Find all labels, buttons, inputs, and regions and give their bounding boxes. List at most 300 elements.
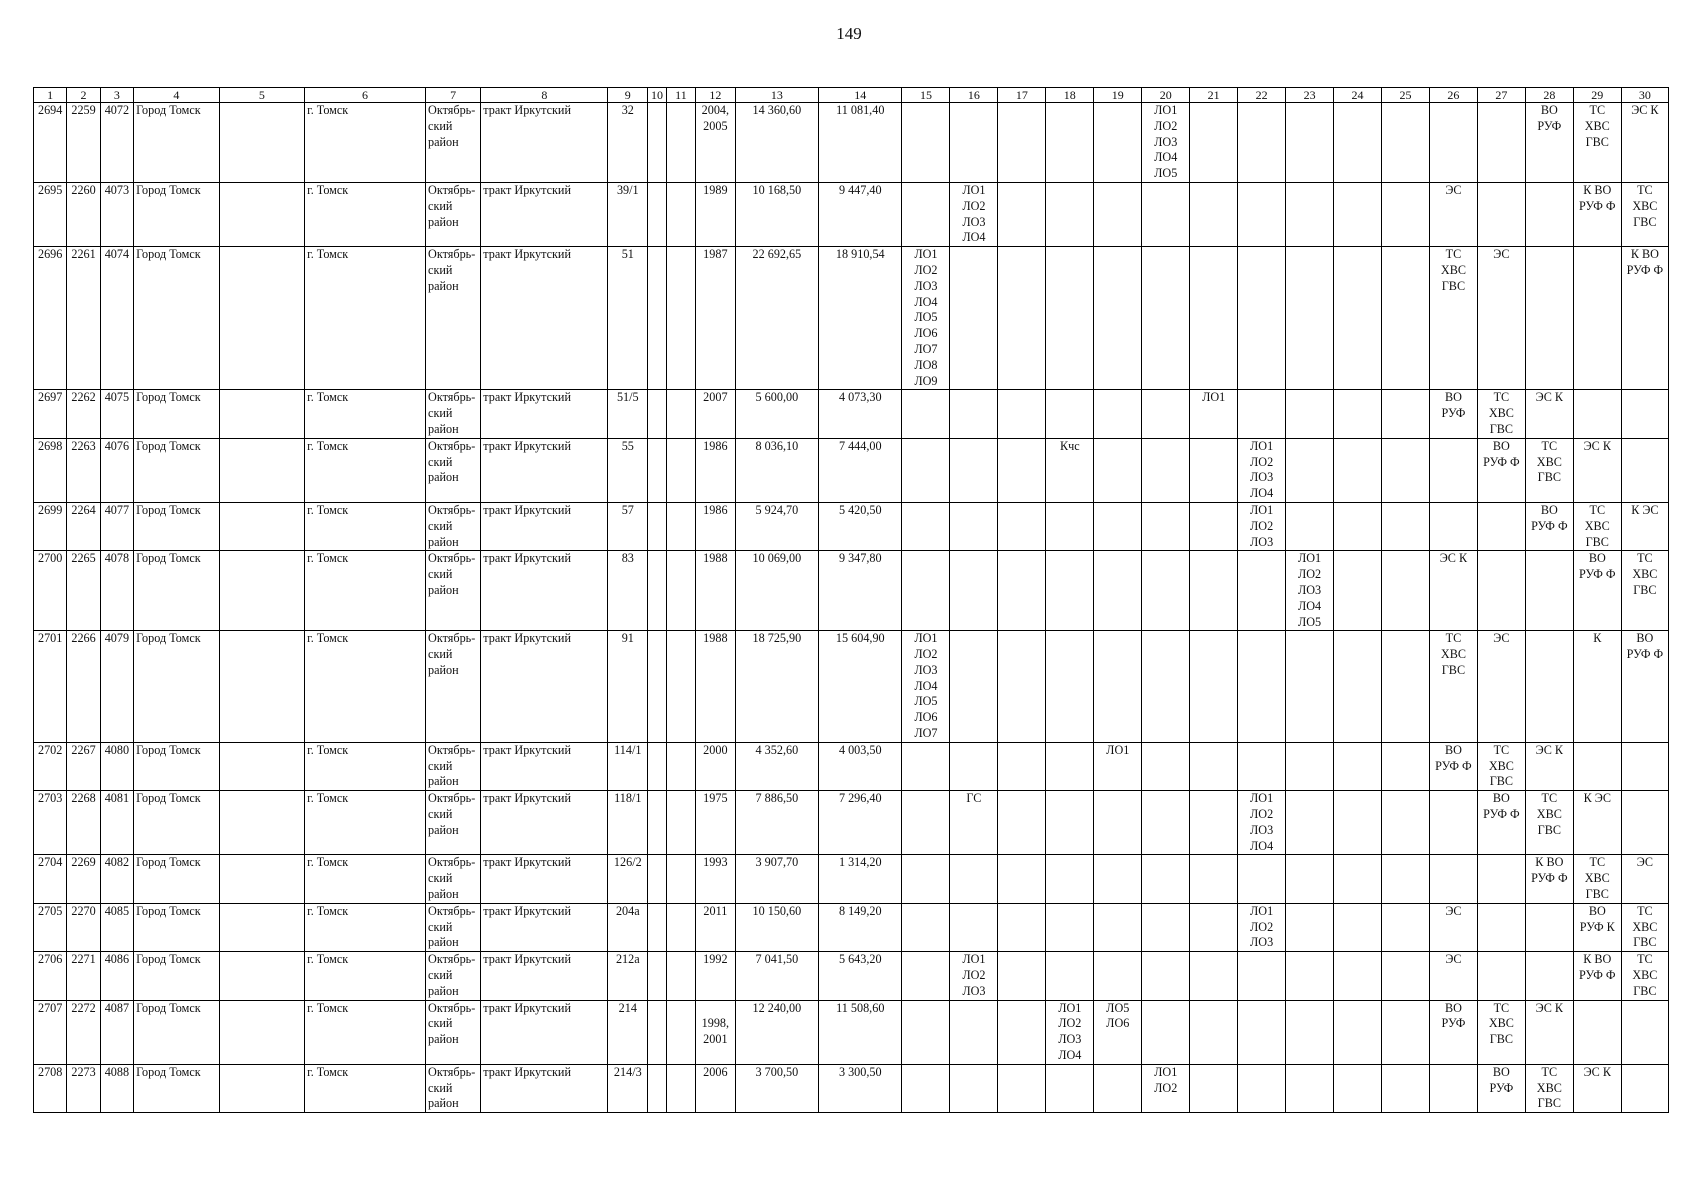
table-cell-col-18 <box>1046 502 1094 550</box>
table-cell-col-29 <box>1573 742 1621 790</box>
table-cell-col-9: 39/1 <box>608 182 648 246</box>
table-row <box>34 1064 1669 1112</box>
table-cell-col-1: 2702 <box>34 742 67 790</box>
table-cell-col-6: г. Томск <box>305 438 426 502</box>
table-cell-col-22 <box>1238 742 1286 790</box>
table-cell-col-2: 2261 <box>67 247 100 390</box>
table-cell-col-12: 1993 <box>696 855 736 903</box>
table-cell-col-14: 18 910,54 <box>819 247 902 390</box>
table-cell-col-20 <box>1142 247 1190 390</box>
table-cell-col-18: Кчс <box>1046 438 1094 502</box>
table-cell-col-16 <box>950 742 998 790</box>
table-cell-col-2: 2269 <box>67 855 100 903</box>
table-cell-col-8: тракт Иркутский <box>481 952 608 1000</box>
table-cell-col-28: ТС ХВС ГВС <box>1525 1064 1573 1112</box>
table-cell-col-1: 2704 <box>34 855 67 903</box>
column-header-29: 29 <box>1573 88 1621 103</box>
column-header-11: 11 <box>666 88 695 103</box>
table-row <box>34 742 1669 790</box>
table-cell-col-15 <box>902 502 950 550</box>
table-cell-col-14: 9 347,80 <box>819 551 902 631</box>
table-cell-col-29: ТС ХВС ГВС <box>1573 103 1621 183</box>
table-cell-col-29: ВО РУФ К <box>1573 903 1621 951</box>
table-cell-col-23: ЛО1 ЛО2 ЛО3 ЛО4 ЛО5 <box>1286 551 1334 631</box>
table-cell-col-11 <box>666 182 695 246</box>
table-cell-col-1: 2707 <box>34 1000 67 1064</box>
table-cell-col-23 <box>1286 247 1334 390</box>
table-cell-col-22 <box>1238 551 1286 631</box>
table-cell-col-15 <box>902 438 950 502</box>
table-cell-col-6: г. Томск <box>305 855 426 903</box>
table-cell-col-12: 1988 <box>696 551 736 631</box>
table-cell-col-10 <box>648 791 667 855</box>
table-cell-col-23 <box>1286 791 1334 855</box>
table-cell-col-21 <box>1190 182 1238 246</box>
table-row <box>34 855 1669 903</box>
table-cell-col-17 <box>998 390 1046 438</box>
table-cell-col-18 <box>1046 103 1094 183</box>
table-cell-col-12: 1989 <box>696 182 736 246</box>
table-cell-col-23 <box>1286 742 1334 790</box>
table-cell-col-11 <box>666 502 695 550</box>
table-cell-col-17 <box>998 1064 1046 1112</box>
table-cell-col-28: К ВО РУФ Ф <box>1525 855 1573 903</box>
table-cell-col-1: 2695 <box>34 182 67 246</box>
column-header-20: 20 <box>1142 88 1190 103</box>
table-row <box>34 247 1669 390</box>
table-cell-col-17 <box>998 791 1046 855</box>
table-cell-col-20 <box>1142 855 1190 903</box>
table-row <box>34 182 1669 246</box>
table-cell-col-23 <box>1286 502 1334 550</box>
table-cell-col-25 <box>1382 631 1430 743</box>
table-cell-col-7: Октябрь- ский район <box>426 1064 481 1112</box>
column-header-12: 12 <box>696 88 736 103</box>
table-cell-col-1: 2705 <box>34 903 67 951</box>
table-cell-col-8: тракт Иркутский <box>481 103 608 183</box>
table-cell-col-13: 18 725,90 <box>735 631 818 743</box>
table-cell-col-18 <box>1046 791 1094 855</box>
table-cell-col-18 <box>1046 551 1094 631</box>
table-cell-col-28: ТС ХВС ГВС <box>1525 791 1573 855</box>
table-cell-col-15 <box>902 903 950 951</box>
column-header-25: 25 <box>1382 88 1430 103</box>
table-cell-col-5 <box>219 1000 305 1064</box>
table-cell-col-7: Октябрь- ский район <box>426 182 481 246</box>
table-cell-col-26: ЭС <box>1429 952 1477 1000</box>
column-header-26: 26 <box>1429 88 1477 103</box>
table-cell-col-2: 2263 <box>67 438 100 502</box>
table-cell-col-4: Город Томск <box>134 103 220 183</box>
table-cell-col-22 <box>1238 182 1286 246</box>
table-cell-col-8: тракт Иркутский <box>481 1000 608 1064</box>
table-cell-col-4: Город Томск <box>134 1064 220 1112</box>
table-cell-col-4: Город Томск <box>134 903 220 951</box>
table-cell-col-11 <box>666 247 695 390</box>
table-cell-col-26 <box>1429 438 1477 502</box>
table-cell-col-13: 10 168,50 <box>735 182 818 246</box>
table-cell-col-9: 57 <box>608 502 648 550</box>
table-cell-col-18 <box>1046 742 1094 790</box>
table-cell-col-21 <box>1190 742 1238 790</box>
table-cell-col-4: Город Томск <box>134 791 220 855</box>
table-cell-col-22: ЛО1 ЛО2 ЛО3 <box>1238 502 1286 550</box>
table-cell-col-13: 10 150,60 <box>735 903 818 951</box>
table-cell-col-23 <box>1286 903 1334 951</box>
table-cell-col-30: ВО РУФ Ф <box>1621 631 1668 743</box>
register-table <box>33 87 1669 1113</box>
table-cell-col-14: 9 447,40 <box>819 182 902 246</box>
table-cell-col-17 <box>998 182 1046 246</box>
table-cell-col-24 <box>1334 390 1382 438</box>
table-cell-col-21 <box>1190 438 1238 502</box>
table-cell-col-27: ТС ХВС ГВС <box>1477 1000 1525 1064</box>
table-cell-col-17 <box>998 502 1046 550</box>
table-cell-col-21 <box>1190 855 1238 903</box>
table-cell-col-21: ЛО1 <box>1190 390 1238 438</box>
table-cell-col-10 <box>648 631 667 743</box>
table-cell-col-25 <box>1382 438 1430 502</box>
table-cell-col-26: ВО РУФ Ф <box>1429 742 1477 790</box>
table-cell-col-7: Октябрь- ский район <box>426 103 481 183</box>
table-cell-col-22 <box>1238 952 1286 1000</box>
table-cell-col-11 <box>666 103 695 183</box>
table-cell-col-24 <box>1334 1064 1382 1112</box>
table-cell-col-8: тракт Иркутский <box>481 182 608 246</box>
table-cell-col-26 <box>1429 1064 1477 1112</box>
table-cell-col-8: тракт Иркутский <box>481 903 608 951</box>
table-cell-col-15: ЛО1 ЛО2 ЛО3 ЛО4 ЛО5 ЛО6 ЛО7 <box>902 631 950 743</box>
table-cell-col-9: 214/3 <box>608 1064 648 1112</box>
table-cell-col-3: 4080 <box>100 742 133 790</box>
table-cell-col-25 <box>1382 952 1430 1000</box>
table-cell-col-8: тракт Иркутский <box>481 502 608 550</box>
table-cell-col-16 <box>950 103 998 183</box>
table-cell-col-25 <box>1382 551 1430 631</box>
table-cell-col-1: 2708 <box>34 1064 67 1112</box>
table-cell-col-19 <box>1094 1064 1142 1112</box>
table-cell-col-26: ЭС <box>1429 903 1477 951</box>
table-cell-col-19 <box>1094 791 1142 855</box>
table-cell-col-26: ТС ХВС ГВС <box>1429 631 1477 743</box>
table-cell-col-11 <box>666 390 695 438</box>
table-cell-col-28: ВО РУФ <box>1525 103 1573 183</box>
table-cell-col-19 <box>1094 247 1142 390</box>
table-cell-col-9: 51/5 <box>608 390 648 438</box>
table-cell-col-5 <box>219 103 305 183</box>
table-cell-col-25 <box>1382 103 1430 183</box>
page-number: 149 <box>836 24 862 43</box>
table-cell-col-27 <box>1477 855 1525 903</box>
table-cell-col-6: г. Томск <box>305 247 426 390</box>
table-cell-col-30: ТС ХВС ГВС <box>1621 182 1668 246</box>
table-cell-col-24 <box>1334 791 1382 855</box>
column-header-18: 18 <box>1046 88 1094 103</box>
column-header-3: 3 <box>100 88 133 103</box>
table-cell-col-6: г. Томск <box>305 103 426 183</box>
table-cell-col-13: 22 692,65 <box>735 247 818 390</box>
table-cell-col-12: 1987 <box>696 247 736 390</box>
table-cell-col-4: Город Томск <box>134 438 220 502</box>
table-cell-col-3: 4073 <box>100 182 133 246</box>
table-cell-col-20 <box>1142 390 1190 438</box>
table-cell-col-1: 2699 <box>34 502 67 550</box>
table-cell-col-10 <box>648 247 667 390</box>
table-cell-col-28: ВО РУФ Ф <box>1525 502 1573 550</box>
table-cell-col-21 <box>1190 903 1238 951</box>
table-cell-col-16: ЛО1 ЛО2 ЛО3 <box>950 952 998 1000</box>
column-header-7: 7 <box>426 88 481 103</box>
column-header-28: 28 <box>1525 88 1573 103</box>
table-cell-col-2: 2272 <box>67 1000 100 1064</box>
table-cell-col-25 <box>1382 1000 1430 1064</box>
table-cell-col-17 <box>998 103 1046 183</box>
table-cell-col-25 <box>1382 903 1430 951</box>
table-cell-col-24 <box>1334 551 1382 631</box>
table-cell-col-6: г. Томск <box>305 742 426 790</box>
table-cell-col-27: ТС ХВС ГВС <box>1477 390 1525 438</box>
table-cell-col-7: Октябрь- ский район <box>426 1000 481 1064</box>
table-cell-col-17 <box>998 742 1046 790</box>
table-cell-col-2: 2266 <box>67 631 100 743</box>
table-cell-col-15 <box>902 742 950 790</box>
table-cell-col-5 <box>219 855 305 903</box>
table-cell-col-28: ТС ХВС ГВС <box>1525 438 1573 502</box>
table-cell-col-28 <box>1525 903 1573 951</box>
table-row <box>34 1000 1669 1064</box>
table-cell-col-24 <box>1334 742 1382 790</box>
table-cell-col-1: 2700 <box>34 551 67 631</box>
table-cell-col-29: К ВО РУФ Ф <box>1573 952 1621 1000</box>
table-cell-col-5 <box>219 742 305 790</box>
table-cell-col-14: 7 444,00 <box>819 438 902 502</box>
table-cell-col-24 <box>1334 903 1382 951</box>
table-cell-col-27 <box>1477 182 1525 246</box>
table-cell-col-24 <box>1334 247 1382 390</box>
table-cell-col-16 <box>950 855 998 903</box>
table-cell-col-11 <box>666 855 695 903</box>
table-cell-col-6: г. Томск <box>305 390 426 438</box>
table-cell-col-29: ТС ХВС ГВС <box>1573 855 1621 903</box>
table-cell-col-7: Октябрь- ский район <box>426 742 481 790</box>
table-cell-col-23 <box>1286 182 1334 246</box>
column-header-30: 30 <box>1621 88 1668 103</box>
table-cell-col-8: тракт Иркутский <box>481 631 608 743</box>
table-cell-col-9: 91 <box>608 631 648 743</box>
table-cell-col-15 <box>902 855 950 903</box>
table-cell-col-9: 83 <box>608 551 648 631</box>
table-cell-col-30 <box>1621 390 1668 438</box>
column-header-27: 27 <box>1477 88 1525 103</box>
table-cell-col-8: тракт Иркутский <box>481 390 608 438</box>
table-cell-col-15 <box>902 390 950 438</box>
table-cell-col-3: 4079 <box>100 631 133 743</box>
table-cell-col-14: 3 300,50 <box>819 1064 902 1112</box>
table-cell-col-13: 5 924,70 <box>735 502 818 550</box>
table-cell-col-14: 11 081,40 <box>819 103 902 183</box>
table-cell-col-22: ЛО1 ЛО2 ЛО3 <box>1238 903 1286 951</box>
table-cell-col-7: Октябрь- ский район <box>426 390 481 438</box>
column-header-4: 4 <box>134 88 220 103</box>
table-cell-col-17 <box>998 631 1046 743</box>
table-cell-col-24 <box>1334 855 1382 903</box>
table-cell-col-13: 7 041,50 <box>735 952 818 1000</box>
table-cell-col-30 <box>1621 1064 1668 1112</box>
table-cell-col-9: 214 <box>608 1000 648 1064</box>
table-cell-col-8: тракт Иркутский <box>481 551 608 631</box>
table-cell-col-9: 32 <box>608 103 648 183</box>
table-cell-col-3: 4087 <box>100 1000 133 1064</box>
table-cell-col-19: ЛО1 <box>1094 742 1142 790</box>
table-cell-col-10 <box>648 103 667 183</box>
table-cell-col-9: 212а <box>608 952 648 1000</box>
table-cell-col-13: 5 600,00 <box>735 390 818 438</box>
table-cell-col-5 <box>219 182 305 246</box>
table-cell-col-5 <box>219 952 305 1000</box>
table-cell-col-17 <box>998 855 1046 903</box>
table-cell-col-5 <box>219 390 305 438</box>
table-cell-col-24 <box>1334 631 1382 743</box>
table-cell-col-25 <box>1382 742 1430 790</box>
table-cell-col-23 <box>1286 438 1334 502</box>
table-cell-col-14: 5 643,20 <box>819 952 902 1000</box>
column-header-5: 5 <box>219 88 305 103</box>
table-cell-col-24 <box>1334 952 1382 1000</box>
table-cell-col-9: 55 <box>608 438 648 502</box>
table-cell-col-12: 1998, 2001 <box>696 1000 736 1064</box>
table-cell-col-10 <box>648 551 667 631</box>
table-cell-col-11 <box>666 952 695 1000</box>
table-cell-col-14: 4 003,50 <box>819 742 902 790</box>
table-cell-col-21 <box>1190 1064 1238 1112</box>
table-cell-col-23 <box>1286 631 1334 743</box>
table-cell-col-28 <box>1525 247 1573 390</box>
table-cell-col-10 <box>648 1000 667 1064</box>
header-row <box>34 88 1669 103</box>
table-body <box>34 103 1669 1113</box>
table-cell-col-12: 1992 <box>696 952 736 1000</box>
table-cell-col-10 <box>648 438 667 502</box>
table-cell-col-15 <box>902 551 950 631</box>
table-cell-col-13: 12 240,00 <box>735 1000 818 1064</box>
table-cell-col-8: тракт Иркутский <box>481 791 608 855</box>
table-cell-col-26 <box>1429 791 1477 855</box>
table-cell-col-23 <box>1286 855 1334 903</box>
table-cell-col-8: тракт Иркутский <box>481 438 608 502</box>
table-cell-col-27: ВО РУФ Ф <box>1477 438 1525 502</box>
table-cell-col-18 <box>1046 903 1094 951</box>
table-cell-col-20 <box>1142 502 1190 550</box>
table-cell-col-29: ТС ХВС ГВС <box>1573 502 1621 550</box>
table-cell-col-30 <box>1621 1000 1668 1064</box>
table-cell-col-30: ТС ХВС ГВС <box>1621 551 1668 631</box>
table-cell-col-27 <box>1477 502 1525 550</box>
table-cell-col-13: 3 700,50 <box>735 1064 818 1112</box>
table-cell-col-30: К ВО РУФ Ф <box>1621 247 1668 390</box>
table-cell-col-11 <box>666 1000 695 1064</box>
table-cell-col-5 <box>219 247 305 390</box>
table-cell-col-5 <box>219 631 305 743</box>
table-cell-col-6: г. Томск <box>305 903 426 951</box>
table-cell-col-4: Город Томск <box>134 247 220 390</box>
table-cell-col-19 <box>1094 182 1142 246</box>
table-cell-col-21 <box>1190 791 1238 855</box>
table-cell-col-16: ЛО1 ЛО2 ЛО3 ЛО4 <box>950 182 998 246</box>
table-row <box>34 502 1669 550</box>
table-cell-col-26 <box>1429 502 1477 550</box>
table-cell-col-25 <box>1382 182 1430 246</box>
table-cell-col-27 <box>1477 903 1525 951</box>
table-cell-col-26 <box>1429 103 1477 183</box>
table-cell-col-11 <box>666 1064 695 1112</box>
table-cell-col-27: ЭС <box>1477 247 1525 390</box>
table-cell-col-7: Октябрь- ский район <box>426 631 481 743</box>
table-cell-col-12: 1988 <box>696 631 736 743</box>
table-cell-col-24 <box>1334 103 1382 183</box>
table-cell-col-23 <box>1286 103 1334 183</box>
table-cell-col-3: 4072 <box>100 103 133 183</box>
table-cell-col-2: 2259 <box>67 103 100 183</box>
table-row <box>34 952 1669 1000</box>
table-cell-col-4: Город Томск <box>134 855 220 903</box>
table-cell-col-26: ТС ХВС ГВС <box>1429 247 1477 390</box>
table-cell-col-19 <box>1094 855 1142 903</box>
table-cell-col-26: ВО РУФ <box>1429 1000 1477 1064</box>
table-cell-col-16 <box>950 247 998 390</box>
table-cell-col-19 <box>1094 903 1142 951</box>
table-cell-col-27: ВО РУФ <box>1477 1064 1525 1112</box>
table-cell-col-22: ЛО1 ЛО2 ЛО3 ЛО4 <box>1238 438 1286 502</box>
table-cell-col-18: ЛО1 ЛО2 ЛО3 ЛО4 <box>1046 1000 1094 1064</box>
table-cell-col-30: ТС ХВС ГВС <box>1621 903 1668 951</box>
table-cell-col-24 <box>1334 502 1382 550</box>
table-cell-col-16 <box>950 1000 998 1064</box>
table-cell-col-16 <box>950 1064 998 1112</box>
table-cell-col-29: ЭС К <box>1573 438 1621 502</box>
table-cell-col-12: 1986 <box>696 438 736 502</box>
table-cell-col-14: 1 314,20 <box>819 855 902 903</box>
table-cell-col-12: 2007 <box>696 390 736 438</box>
table-cell-col-20 <box>1142 952 1190 1000</box>
table-cell-col-3: 4074 <box>100 247 133 390</box>
table-cell-col-12: 2006 <box>696 1064 736 1112</box>
column-header-10: 10 <box>648 88 667 103</box>
table-cell-col-30 <box>1621 742 1668 790</box>
table-cell-col-25 <box>1382 855 1430 903</box>
table-cell-col-12: 1986 <box>696 502 736 550</box>
table-cell-col-20 <box>1142 631 1190 743</box>
table-cell-col-20 <box>1142 742 1190 790</box>
table-cell-col-28 <box>1525 631 1573 743</box>
table-cell-col-4: Город Томск <box>134 182 220 246</box>
table-cell-col-12: 2011 <box>696 903 736 951</box>
table-cell-col-22 <box>1238 390 1286 438</box>
column-header-24: 24 <box>1334 88 1382 103</box>
table-cell-col-19 <box>1094 952 1142 1000</box>
table-cell-col-17 <box>998 247 1046 390</box>
table-cell-col-2: 2268 <box>67 791 100 855</box>
table-cell-col-13: 8 036,10 <box>735 438 818 502</box>
table-cell-col-2: 2260 <box>67 182 100 246</box>
table-cell-col-12: 1975 <box>696 791 736 855</box>
table-cell-col-1: 2694 <box>34 103 67 183</box>
column-header-1: 1 <box>34 88 67 103</box>
table-cell-col-27: ТС ХВС ГВС <box>1477 742 1525 790</box>
table-cell-col-3: 4086 <box>100 952 133 1000</box>
table-cell-col-10 <box>648 742 667 790</box>
table-cell-col-19 <box>1094 438 1142 502</box>
table-cell-col-20: ЛО1 ЛО2 ЛО3 ЛО4 ЛО5 <box>1142 103 1190 183</box>
